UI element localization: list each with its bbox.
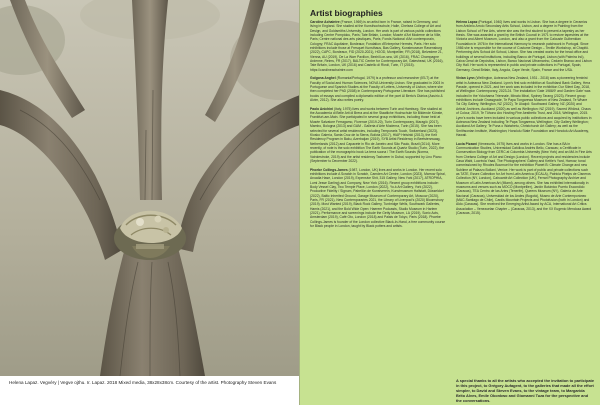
photo-caption: Helena Lapaz. Vegvéry | Vegve ojthu. Ir. Lapaz. 2018 Mixed media, 38x28x38cm. Courtesy of the artist. Photography Steven Evans xyxy=(9,380,277,385)
artist-name: Caroline Achaintre xyxy=(310,20,340,24)
bio-entry xyxy=(310,76,446,102)
artist-name: Lucia Pizzani xyxy=(456,141,477,146)
bio-text: (1987, London, UK) lives and works in London. Her recent solo exhibitions include A Scratch in Scratch, Camden Art Centre, London (2023), Marrow Spiral, Arcadia Hase, London (2019), Expensive Shit, 315 Gallery, New York (2017), ATROPHIA, Lumi Jesse Darling) and Company, New York (2016). Recent group exhibitions include: Body Vessel Clay, Two Temple Place, London (2022), Yo-k Art Gallery, York (2022), Productive Fidelity / Signum, Pabellón de Kunstverein, Kunstmuseum Hallstatt, Düsseldorf (2022), Baltic Inherited Ground, Garage Museum of Contemporary Art, Moscow (2020), Paris, FR (2021), New Contemporaries 2021, the Library of Liverpool's (2020) Bloomsbury (2019). Most Wanted (2019), Black Rock Gallery, Tunbridge Wells, Southwark Galleries, Hamis (2021), and the Bold Wide Open: Haerem Podcasts, Studio Museum in Harlem (2021). Performance and screenings include the Getty Museum, LA (2019), Sonic Acts, Amsterdam (2019), Café Oto, London (2018) and Palais de Tokyo, Paris (2018). Phoebe Collings-James is founder of the London collective Black-In-Hand, a free community course for Black people in London, taught by Black potters and artists. xyxy=(310,167,446,229)
acknowledgements: A special thanks to all the artists who accepted the invitation to participate in this project, to Grégory Aufagent, to the galleries that made all the effort simpler, to David and Steven Evans, to the vintage team, to Margarida Brito Alves, Emile Okonkwo and Giomanni Tuza for the perspective and the conversations. xyxy=(456,378,595,403)
biography-columns xyxy=(310,20,592,380)
right-page xyxy=(300,0,600,405)
artist-name: Golgona Anghel xyxy=(310,76,336,81)
bio-entry xyxy=(456,76,592,137)
column-left xyxy=(310,20,446,233)
artist-name: Phoebe Collings-James xyxy=(310,167,348,172)
bio-text: (Italy, 1975) lives and works between Turin and Hamburg. She studied at the Accademia di Belle Arti di Brera and at the Staatliche Hochschule für Bildende Künste, Frankfurt-am-Main. She participated in several group exhibitions, including those held at Musée Salvatore Ferragamo, Florence (2019-20), Turin Contemporary, Maragiò (2017), Mambo, Bologna (2013) and GAM - Galleria d'Arte Moderna, Turin (2015). She has been selected for several artist residencies, including Temporaris Touch, Switzerland (2023), Kiosko Galería, Santa Cruz de la Sierra, Bolivia (2017), HIAP Helsinki (2013), the Kelt Residency Program in Baku, Azerbaijan (2019), SYB Artist Residency in Beetsterzwaag, Netherlands (2012) and Capacete in Rio de Janeiro and São Paulo, Brazil (2014). More recently, of note is the solo exhibition The Earth Sounds at Quartz Studio (Turin, 2022), the publication of the monographic book La terra suona / The Earth Sounds (Norma, Vairolestroke, 2019) and the artist residency Tashweer in Dubai, supported by Lino Piano (September to December 2022). xyxy=(310,106,444,163)
artist-name: Helena Lapaz xyxy=(456,20,478,24)
artist-name: Paolo Anichini xyxy=(310,106,334,111)
artist-name: Vivian Lynn xyxy=(456,76,475,81)
bio-entry xyxy=(310,168,446,229)
bio-text: (Venezuela, 1975) lives and works in London. She has a BA in Communication Studies, Universidad Católica Andrés Bello, Caracas; a Certificate in Conservation Biology from CERC at Columbia University (New York) and an MA in Fine Arts from Chelsea College of Art and Design (London). Recent projects and residencies include Casa Wabi, Lucrécia Yaad, The Photographers' Gallery and Kettle's Yard, Harrow; tonal commissioned by Rhodes Bournuel for the exhibition Planet B: Climate Change and new Sublime at Palazzo Bollani, Venice. Her work is part of public and private collections such as TATE, Essex Collection for Art from Latin America (ECALA), Patricia Phelps de Cisneros Collection (NY, London), Cahuanté Art Collection (UK), Ferrari Photography Archive and Museum of Latin American Art (Miami), among others. She has exhibited internationally in museums and venues such as MOCO (Montpellier), Jardín Botánico Puerto Escondido (Caracas), TEA Centro de las Artes (Tenerife), Queens Museum (NY), Galería de Arte Nacional (Caracas), Universidad de los Andes (Bogotá), Museo de Arte Contemporáneo (MAC-Santiago de Chile), Cardis Mountain Projects and Photofusion (both in London) and Aldo (Caracas). She received the Emerging Artist Award by ACA, International Art Critics Association – Venezuelan Chapter – (Caracas, 2013), and the XX Eugenio Mendoza Award (Caracas, 2015). xyxy=(456,141,592,216)
bio-entry xyxy=(456,142,592,216)
column-right xyxy=(456,20,592,220)
artwork-photo xyxy=(0,0,300,376)
bio-text: (France, 1969) is an artist born in France, raised in Germany, and living in England. She studied at the Kunsthochschule, Halle, Chelsea College of Art and Design, and Goldsmiths University, London. Her work is part of various public collections including Centre Pompidou, Paris; Tate Britain, London; Musée d'Art Moderne de la Ville, Paris; Centre national des arts plastiques, Paris; Fonds National d'Art contemporain, Cologny; FRAC Aquitaine, Bordeaux; Fondation d'Entreprise Hermès, Paris. Her solo exhibitions include those at Fresquet Kunsthaus, Bas Gallery, Kunstmuseum Ravensburg (2022), CAPC, Bordeaux, FID (2020-2021), HOOD, Montpellier, FR (2018), Belvedere 21, Vienna, AU (2019), De La Warr Pavilion, Bexhill-on-sea, UK (2016), FRAC Champagne Ardenne, Reims, FR (2017), BALTIC Centre for Contemporary Art, Gateshead, UK (2016), Tate Britain, London, UK (2016) and Castello di Rivoli, Turin, IT (2015). https://carolineachaintre.com xyxy=(310,20,444,72)
bio-entry xyxy=(310,20,446,72)
page-title: Artist biographies xyxy=(310,8,383,18)
tree-sculpture-image xyxy=(0,0,300,376)
bio-text: (Romania/Portugal, 1979) is a professor and researcher (IELT) at the Faculty of Social and Human Sciences, NOVA University Lisbon. She graduated in 2003 in Portuguese and Spanish Studies at the Faculty of Letters, University of Lisbon, where she then completed her PhD (2008) in Contemporary Portuguese Literature. She has published books of essays and compiled a diplomatic edition of the poet Al Berto's Diários (Assírio & Alvim, 2012). She also writes poetry. xyxy=(310,76,445,103)
bio-text: (Portugal, 1940) lives and works in Lisbon. She has a degree in Ceramics from Antônio Arroio Secondary Artis School, Lisbon, and a degree in Painting from the Lisbon School of Fine Arts, where she was the first student to present a tapestry as her thesis. She was awarded a grant by the British Council in 1971 to restore tapestries at the Victoria and Albert Museum, London, and also a grant from the Calouste Gulbenkian Foundation in 1976 in the International Harmony to research patchwork in Portugal. Since 1986 she is responsible for the course of Costume Design – Textile Workshop, at Chapitô. Performing Arts School Art School, Lisbon. She has created works for the head office and buildings of several institutions, including Banco de Portugal, Lisbon (with Palmira Inô), Caixa Geral de Depósitos, Lisbon, Banco Nacional Ultramarino, Cedarin Branco and Lisbon City Hall. Her work is represented in public and private collections in Portugal, Spain, Germany, Great Britain, Italy, Angola, Cape Verde, Spain, France and the USA. xyxy=(456,20,592,72)
bio-entry xyxy=(456,20,592,72)
bio-text: (Wellington, Aotearoa New Zealand, 1931 - 2018) was a pioneering feminist artist in Aotearoa New Zealand. Lynn's first solo exhibition at Southland Bank Gallery, Hera Parade, opened in 2021, and her work was included in the exhibition Our Silent Day, 2018, at Wellington Contemporary, 2023-24. The installation 'Gate 1988/9' and Garden Gate' was included in the Yokohama Triennale, Minato Mirai, Sydney Tarang (2023). Recent group exhibitions include Grassgrade, Te Papa Tongarewa Museum of New Zealand, Te Whare Toi City Gallery, Wellington, NZ (2022), Te Ukaipō: Southward Gallery, NZ (2020) and Artists' Archives, Auckland (2020) as well as Wellington: NZ (2019), Sacred Whānui, Chaos of Colour, 2019, Te Tūhono Aro Hosting Fine Aesthetic Trust, and 2018, Wellington, 2015. Lynn's works have been included in various public collections and acquired by institutions in Aotearoa New Zealand including Te Papa Tongarewa, Wellington; City Gallery Wellington; Auckland Art Gallery; Te Puna o Waiwhetu, Christchurch Art Gallery; as well as the Smithsonian Institute, Washington; Honolulu State Foundation and Honolulu Art Academy, Hawaii. xyxy=(456,76,592,137)
bio-entry xyxy=(310,107,446,163)
